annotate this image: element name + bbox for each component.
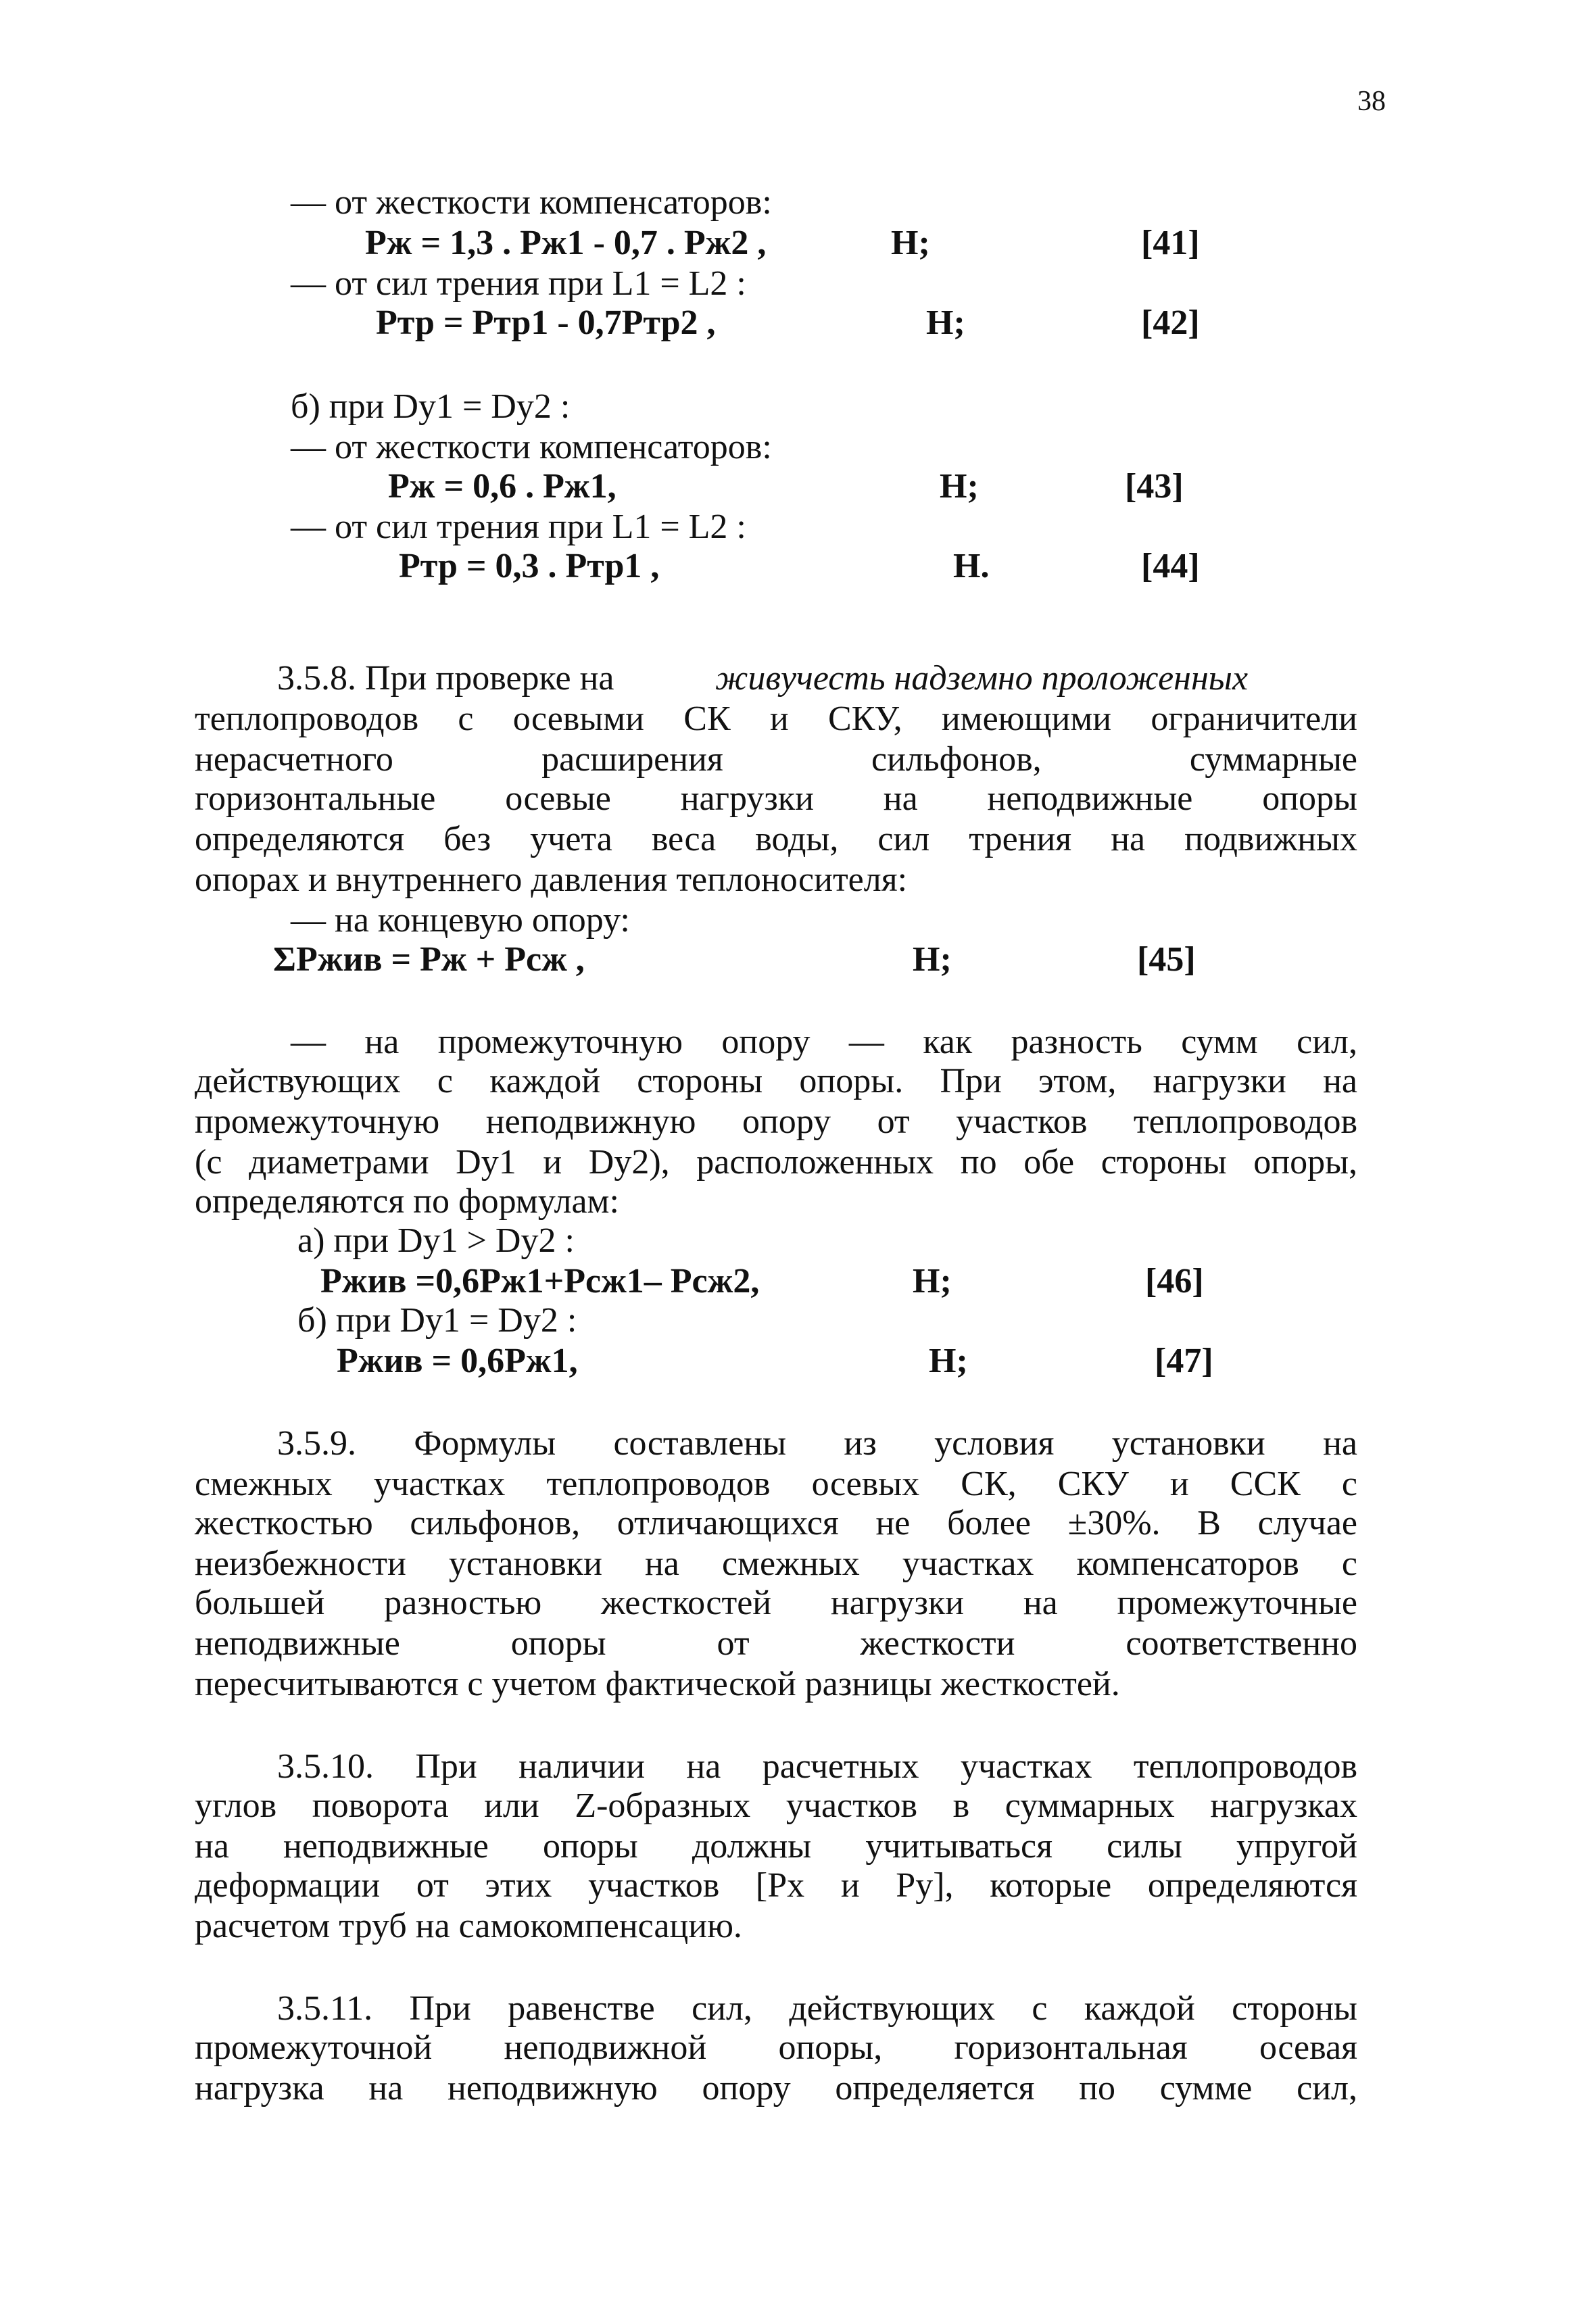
p358-inter-1: — на промежуточную опору — как разность сумм сил, — [291, 1023, 1357, 1061]
p359-line-7: пересчитываются с учетом фактической разницы жесткостей. — [195, 1665, 1120, 1703]
formula-47-rhs: = 0,6Pж1, — [431, 1342, 578, 1380]
formula-45-unit: Н; — [913, 940, 952, 979]
p358-line-2: теплопроводов с осевыми СК и СКУ, имеющими ограничители — [195, 700, 1357, 738]
formula-41 — [365, 223, 766, 264]
p359-line-6: неподвижные опоры от жесткости соответственно — [195, 1624, 1357, 1663]
formula-46-lhs: Pжив — [320, 1262, 407, 1300]
formula-47-lhs: Pжив — [337, 1342, 423, 1380]
case-b-2: б) при Dy1 = Dy2 : — [297, 1301, 577, 1340]
p3510-line-1: 3.5.10. При наличии на расчетных участках теплопроводов — [277, 1747, 1357, 1786]
line-stiffness-1: — от жесткости компенсаторов: — [291, 183, 772, 222]
case-a: а) при Dy1 > Dy2 : — [297, 1221, 575, 1260]
p358-inter-5: определяются по формулам: — [195, 1182, 619, 1221]
formula-43-ref: [43] — [1125, 467, 1184, 506]
p358-line-6: опорах и внутреннего давления теплоносителя: — [195, 860, 908, 899]
formula-44-ref: [44] — [1141, 547, 1200, 585]
p358-line-3: нерасчетного расширения сильфонов, суммарные — [195, 740, 1357, 779]
p359-line-5: большей разностью жесткостей нагрузки на промежуточные — [195, 1584, 1357, 1622]
formula-41-rhs: = 1,3 . Pж1 - 0,7 . Pж2 , — [420, 224, 767, 262]
formula-46 — [320, 1261, 759, 1302]
formula-46-unit: Н; — [913, 1262, 952, 1300]
p3510-line-5: расчетом труб на самокомпенсацию. — [195, 1907, 742, 1945]
formula-45-lhs: ΣPжив — [273, 940, 383, 979]
formula-46-rhs: =0,6Pж1+Pсж1– Pсж2, — [415, 1262, 760, 1300]
case-b-1: б) при Dy1 = Dy2 : — [291, 387, 571, 426]
formula-47 — [337, 1341, 578, 1382]
formula-43-lhs: Pж — [388, 467, 435, 506]
p3510-line-4: деформации от этих участков [Px и Py], которые определяются — [195, 1866, 1357, 1905]
end-support-label: — на концевую опору: — [291, 901, 630, 940]
p359-line-1: 3.5.9. Формулы составлены из условия установки на — [277, 1424, 1357, 1463]
formula-44-unit: Н. — [953, 547, 990, 585]
line-friction-2: — от сил трения при L1 = L2 : — [291, 508, 746, 546]
p358-start: 3.5.8. При проверке на — [277, 659, 614, 698]
formula-41-ref: [41] — [1141, 224, 1200, 262]
p3511-line-3: нагрузка на неподвижную опору определяется по сумме сил, — [195, 2069, 1357, 2107]
formula-43 — [388, 466, 616, 507]
line-friction-1: — от сил трения при L1 = L2 : — [291, 264, 746, 303]
formula-45 — [273, 940, 585, 980]
formula-42-unit: Н; — [926, 303, 965, 342]
formula-43-unit: Н; — [940, 467, 979, 506]
formula-42-rhs: = Pтр1 - 0,7Pтр2 , — [443, 303, 716, 342]
formula-47-unit: Н; — [929, 1342, 968, 1380]
p358-inter-2: действующих с каждой стороны опоры. При этом, нагрузки на — [195, 1062, 1357, 1100]
p359-line-4: неизбежности установки на смежных участках компенсаторов с — [195, 1544, 1357, 1583]
line-stiffness-2: — от жесткости компенсаторов: — [291, 428, 772, 466]
formula-42-lhs: Pтр — [376, 303, 435, 342]
formula-44-rhs: = 0,3 . Pтр1 , — [466, 547, 660, 585]
p358-inter-4: (с диаметрами Dy1 и Dy2), расположенных по обе стороны опоры, — [195, 1143, 1357, 1181]
p358-emphasis: живучесть надземно проложенных — [715, 659, 1249, 698]
p358-line-5: определяются без учета веса воды, сил трения на подвижных — [195, 820, 1357, 858]
formula-42-ref: [42] — [1141, 303, 1200, 342]
formula-42 — [376, 303, 716, 343]
p3511-line-1: 3.5.11. При равенстве сил, действующих с каждой стороны — [277, 1989, 1357, 2028]
formula-41-unit: Н; — [891, 224, 930, 262]
p3510-line-2: углов поворота или Z-образных участков в суммарных нагрузках — [195, 1786, 1357, 1825]
formula-44-lhs: Pтр — [399, 547, 458, 585]
formula-45-rhs: = Pж + Pсж , — [391, 940, 585, 979]
formula-47-ref: [47] — [1155, 1342, 1213, 1380]
formula-43-rhs: = 0,6 . Pж1, — [443, 467, 616, 506]
p359-line-3: жесткостью сильфонов, отличающихся не более ±30%. В случае — [195, 1504, 1357, 1542]
p358-line-4: горизонтальные осевые нагрузки на неподвижные опоры — [195, 779, 1357, 818]
p359-line-2: смежных участках теплопроводов осевых СК, СКУ и ССК с — [195, 1465, 1357, 1503]
formula-45-ref: [45] — [1137, 940, 1196, 979]
page-number: 38 — [1357, 86, 1386, 117]
formula-41-lhs: Pж — [365, 224, 412, 262]
p3511-line-2: промежуточной неподвижной опоры, горизонтальная осевая — [195, 2028, 1357, 2067]
p358-inter-3: промежуточную неподвижную опору от участков теплопроводов — [195, 1102, 1357, 1141]
p3510-line-3: на неподвижные опоры должны учитываться силы упругой — [195, 1827, 1357, 1866]
formula-44 — [399, 546, 659, 587]
formula-46-ref: [46] — [1145, 1262, 1204, 1300]
